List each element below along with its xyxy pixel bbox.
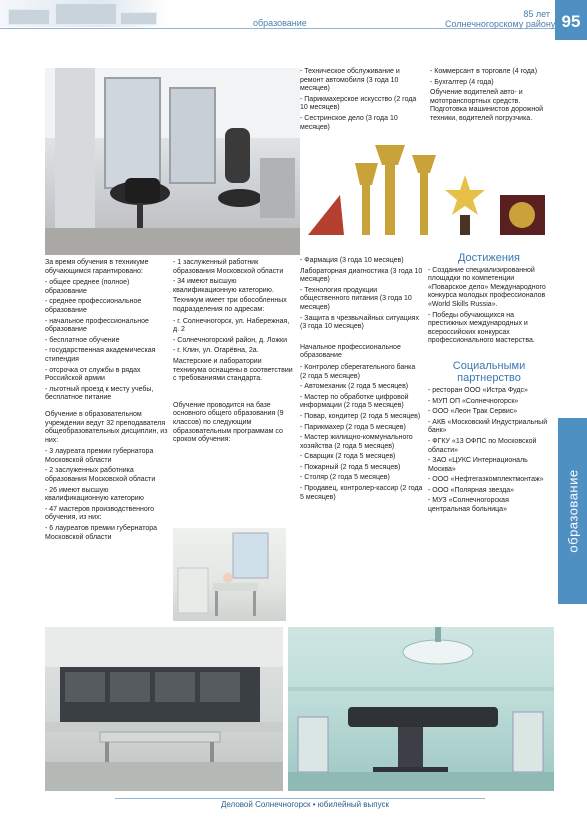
list-item: - Пожарный (2 года 5 месяцев) [300, 463, 401, 471]
photo-hair-salon [45, 68, 300, 255]
side-tab-label: образование [565, 469, 580, 553]
list-item: - Повар, кондитер (2 года 5 месяцев) [300, 412, 421, 420]
list-item: - Создание специализированной площадки по компетенции «Поварское дело» Международного конкурса молодых профессионалов «World Skills Russia». [428, 266, 546, 308]
staff-list [173, 259, 296, 295]
partners-list [428, 387, 550, 515]
operating-room-illustration [288, 627, 554, 791]
list-item: - ООО «Леон Трак Сервис» [428, 408, 518, 416]
partners-heading-line2: партнерство [457, 371, 521, 384]
guarantees-list [45, 279, 168, 403]
list-item: - отсрочка от службы в рядах Российской армии [45, 366, 141, 383]
list-item: - Парикмахерское искусство (2 года 10 месяцев) [300, 95, 417, 112]
list-item: - 34 имеют высшую квалификационную категорию. [173, 278, 274, 294]
list-item: - начальное профессиональное образование [45, 317, 149, 334]
list-item: - г. Клин, ул. Огарёвна, 2а. [173, 347, 259, 355]
list-item: - Техническое обслуживание и ремонт автомобиля (3 года 10 месяцев) [300, 68, 400, 93]
guarantees-intro: За время обучения в техникуме обучающимся гарантировано: [45, 259, 149, 275]
column-achievements [428, 254, 550, 517]
header-anniversary [445, 9, 556, 29]
list-item: - бесплатное обучение [45, 336, 120, 344]
header-years: 85 лет [523, 9, 550, 19]
list-item: - 2 заслуженных работника образования Московской области [45, 467, 156, 484]
list-item: - Мастер по обработке цифровой информации (2 года 5 месяцев) [300, 393, 409, 410]
list-item: - льготный проезд к месту учебы, бесплатное питание [45, 385, 154, 402]
column-guarantees [45, 259, 168, 544]
column-programs [300, 257, 423, 504]
list-item: - среднее профессиональное образование [45, 298, 142, 314]
column-programs-top [300, 68, 423, 134]
list-item: - Мастер жилищно-коммунального хозяйства (2 года 5 месяцев) [300, 434, 413, 450]
list-item: - Защита в чрезвычайных ситуациях (3 года 10 месяцев) [300, 314, 419, 331]
list-item: - ООО «Полярная звезда» [428, 486, 514, 494]
study-text: Обучение проводится на базе основного общего образования (9 классов) по следующим образовательным программам со сроком обучения: [173, 401, 284, 444]
list-item: - общее среднее (полное) образование [45, 279, 130, 295]
npo-list [300, 364, 423, 502]
photo-medical-classroom [173, 528, 286, 621]
list-item: - АКБ «Московский Индустриальный банк» [428, 418, 548, 435]
list-item: - МУП ОП «Солнечногорск» [428, 397, 519, 405]
teachers-intro: Обучение в образовательном учреждении ведут 32 преподавателя общеобразовательных дисциплин, из них: [45, 410, 168, 444]
drivers-note: Обучение водителей авто- и мототранспортных средств. Подготовка машинистов дорожной техники, водителей погрузчика. [430, 89, 544, 122]
page-number: 95 [555, 0, 587, 40]
list-item: - 1 заслуженный работник образования Московской области [173, 259, 284, 275]
list-item: - Бухгалтер (4 года) [430, 78, 494, 86]
partners-heading-line1: Социальными [452, 359, 526, 372]
list-item: - 26 имеют высшую квалификационную категорию [45, 486, 144, 503]
list-item: - ООО «Нефтегазкомплектмонтаж» [428, 476, 544, 484]
npo-intro: Начальное профессиональное образование [300, 343, 401, 360]
list-item: - Коммерсант в торговле (4 года) [430, 68, 538, 75]
awards-illustration [300, 145, 550, 243]
programs-list-top [300, 68, 423, 132]
list-item: - Сварщик (2 года 5 месяцев) [300, 453, 396, 461]
column-programs-top-right [430, 68, 550, 127]
classroom-illustration [173, 528, 286, 621]
list-item: - Автомеханик (2 года 5 месяцев) [300, 383, 409, 391]
list-item: - Столяр (2 года 5 месяцев) [300, 474, 390, 482]
teachers-list [45, 448, 168, 542]
list-item: - Технология продукции общественного питания (3 года 10 месяцев) [300, 286, 412, 311]
list-item: - 6 лауреатов премии губернатора Московской области [45, 525, 158, 541]
list-item: - 3 лауреата премии губернатора Московской области [45, 448, 154, 464]
list-item: - ФГКУ «13 ОФПС по Московской области» [428, 437, 537, 454]
achievements-heading: Достижения [457, 252, 521, 264]
list-item: - Фармация (3 года 10 месяцев) [300, 257, 404, 264]
list-item: - Контролер сберегательного банка (2 года 5 месяцев) [300, 363, 416, 380]
partners-heading [428, 360, 550, 384]
list-item: - г. Солнечногорск, ул. Набережная, д. 2 [173, 317, 290, 334]
list-item: Лабораторная диагностика (3 года 10 месяцев) [300, 267, 423, 284]
footer-title: Деловой Солнечногорск • юбилейный выпуск [220, 800, 390, 809]
footer-rule [115, 798, 485, 799]
list-item: - государственная академическая стипендия [45, 347, 156, 363]
photo-training-kitchen [45, 627, 283, 791]
photo-operating-room [288, 627, 554, 791]
header-building-image [0, 0, 170, 27]
side-section-tab [558, 418, 587, 604]
list-item: - Парикмахер (2 года 5 месяцев) [300, 423, 406, 431]
list-item: - Солнечногорский район, д. Ложки [173, 336, 287, 344]
column-divisions [173, 259, 296, 448]
header-district: Солнечногорскому району [445, 19, 556, 29]
list-item: - ЗАО «ЦУКС Интернациональ Москва» [428, 457, 528, 473]
divisions-text: Техникум имеет три обособленных подразделения по адресам: [173, 297, 287, 313]
workshops-text: Мастерские и лаборатории техникума оснащены в соответствии с требованиями стандарта. [173, 357, 293, 383]
list-item: - ресторан ООО «Истра Фудс» [428, 386, 528, 394]
list-item: - Победы обучающихся на престижных международных и всероссийских конкурсах профессионального мастерства. [428, 311, 535, 345]
list-item: - 47 мастеров производственного обучения, из них: [45, 505, 154, 522]
photo-awards [300, 145, 550, 243]
achievements-list [428, 267, 550, 346]
addresses-list [173, 318, 296, 356]
spo-list [300, 257, 423, 332]
list-item: - Продавец, контролер-кассир (2 года 5 месяцев) [300, 485, 423, 501]
header-section-label: образование [253, 18, 307, 28]
hair-salon-illustration [45, 68, 300, 255]
list-item: - МУЗ «Солнечногорская центральная больница» [428, 497, 509, 514]
kitchen-illustration [45, 627, 283, 791]
list-item: - Сестринское дело (3 года 10 месяцев) [300, 114, 398, 131]
programs-list-top-right [430, 68, 550, 87]
